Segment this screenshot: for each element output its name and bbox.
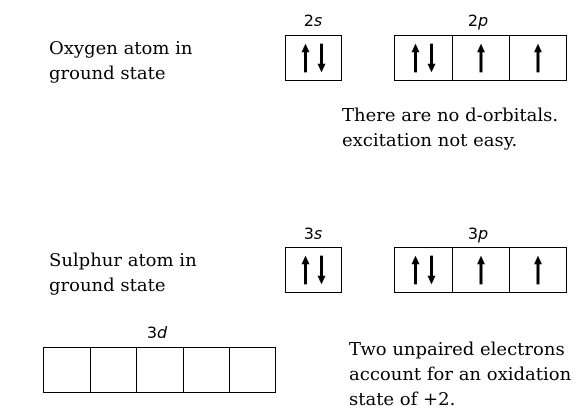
orbital-box: [136, 348, 182, 392]
orbital-3s-boxes: [285, 247, 342, 293]
spin-up-arrow-icon: [412, 44, 420, 73]
sulphur-note: Two unpaired electrons account for an oxidation state of +2.: [349, 339, 572, 410]
orbital-label-3d-number: 3: [146, 323, 158, 342]
spin-down-arrow-icon: [318, 44, 326, 73]
orbital-box: [183, 348, 229, 392]
spin-up-arrow-icon: [302, 256, 310, 285]
orbital-box: [452, 36, 509, 80]
orbital-box: [395, 36, 452, 80]
oxygen-caption: Oxygen atom in ground state: [49, 38, 193, 84]
orbital-label-2p-letter: p: [478, 11, 489, 30]
spin-up-arrow-icon: [477, 256, 485, 285]
spin-up-arrow-icon: [412, 256, 420, 285]
orbital-label-2s-number: 2: [303, 11, 314, 30]
orbital-2p-boxes: [394, 35, 567, 81]
orbital-label-3d-letter: d: [157, 323, 168, 342]
orbital-label-3s-letter: s: [313, 224, 323, 243]
orbital-2s-boxes: [285, 35, 342, 81]
spin-up-arrow-icon: [302, 44, 310, 73]
orbital-label-2p-number: 2: [467, 11, 479, 30]
orbital-box: [452, 248, 509, 292]
spin-down-arrow-icon: [428, 256, 436, 285]
orbital-label-2s: [297, 12, 329, 30]
orbital-label-3p-number: 3: [467, 224, 479, 243]
orbital-label-3s-number: 3: [303, 224, 314, 243]
orbital-label-3s: [297, 225, 329, 243]
orbital-box: [286, 248, 341, 292]
orbital-label-2p: [462, 12, 494, 30]
orbital-box: [286, 36, 341, 80]
spin-down-arrow-icon: [428, 44, 436, 73]
spin-down-arrow-icon: [318, 256, 326, 285]
sulphur-caption: Sulphur atom in ground state: [49, 250, 197, 296]
orbital-label-3p: [462, 225, 494, 243]
orbital-box: [44, 348, 90, 392]
orbital-3d-boxes: [43, 347, 276, 393]
orbital-label-3d: [141, 324, 173, 342]
spin-up-arrow-icon: [534, 44, 542, 73]
orbital-box: [229, 348, 275, 392]
orbital-label-3p-letter: p: [478, 224, 489, 243]
orbital-label-2s-letter: s: [313, 11, 323, 30]
orbital-3p-boxes: [394, 247, 567, 293]
spin-up-arrow-icon: [477, 44, 485, 73]
orbital-box: [90, 348, 136, 392]
spin-up-arrow-icon: [534, 256, 542, 285]
oxygen-note: There are no d-orbitals. excitation not easy.: [342, 105, 559, 151]
orbital-box: [509, 36, 566, 80]
orbital-box: [395, 248, 452, 292]
orbital-box: [509, 248, 566, 292]
